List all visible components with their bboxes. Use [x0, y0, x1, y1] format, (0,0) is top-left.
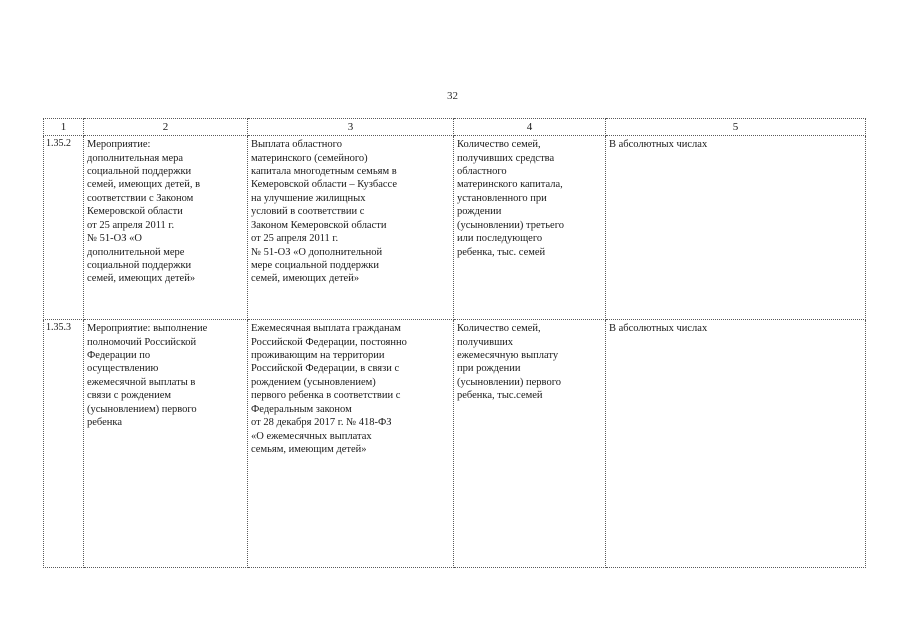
- description-cell: Ежемесячная выплата гражданам Российской Федерации, постоянно проживающим на территории Российской Федерации, в связи с рождением (усыновлением) первого ребенка в соответствии с Федеральным законом от 28 декабря 2017 г. № 418-ФЗ «О ежемесячных выплатах семьям, имеющим детей»: [248, 320, 454, 568]
- indicator-cell: Количество семей, получивших ежемесячную выплату при рождении (усыновлении) первого ребенка, тыс.семей: [454, 320, 606, 568]
- column-header-1: 1: [44, 119, 84, 136]
- row-number: 1.35.2: [44, 136, 84, 320]
- column-header-3: 3: [248, 119, 454, 136]
- column-header-2: 2: [84, 119, 248, 136]
- table-row: [44, 136, 866, 320]
- column-header-5: 5: [606, 119, 866, 136]
- description-cell: Выплата областного материнского (семейного) капитала многодетным семьям в Кемеровской области – Кузбассе на улучшение жилищных условий в соответствии с Законом Кемеровской области от 25 апреля 2011 г. № 51-ОЗ «О дополнительной мере социальной поддержки семей, имеющих детей»: [248, 136, 454, 320]
- event-cell: Мероприятие: дополнительная мера социальной поддержки семей, имеющих детей, в соответствии с Законом Кемеровской области от 25 апреля 2011 г. № 51-ОЗ «О дополнительной мере социальной поддержки семей, имеющих детей»: [84, 136, 248, 320]
- table-header-row: [44, 119, 866, 136]
- page-number: 32: [447, 90, 458, 102]
- indicator-cell: Количество семей, получивших средства областного материнского капитала, установленного при рождении (усыновлении) третьего или последующего ребенка, тыс. семей: [454, 136, 606, 320]
- event-cell: Мероприятие: выполнение полномочий Российской Федерации по осуществлению ежемесячной выплаты в связи с рождением (усыновлением) первого ребенка: [84, 320, 248, 568]
- unit-cell: В абсолютных числах: [606, 320, 866, 568]
- unit-cell: В абсолютных числах: [606, 136, 866, 320]
- table-row: [44, 320, 866, 568]
- indicators-table: [43, 118, 866, 568]
- column-header-4: 4: [454, 119, 606, 136]
- row-number: 1.35.3: [44, 320, 84, 568]
